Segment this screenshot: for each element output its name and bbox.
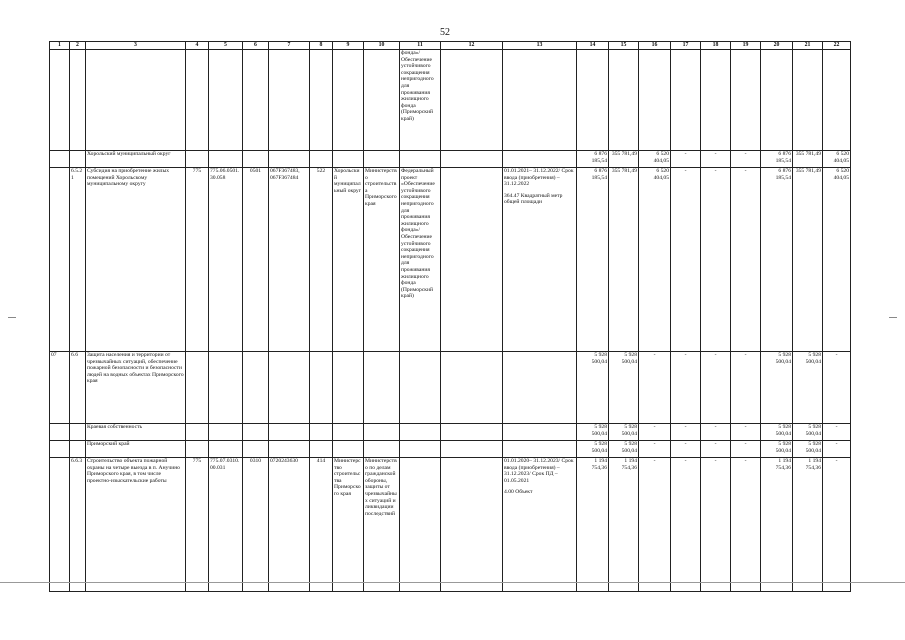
amount-cell: - xyxy=(671,441,701,458)
table-row-continuation xyxy=(50,50,851,151)
amount-cell: 355 781,49 xyxy=(609,168,639,352)
header-cell: 13 xyxy=(503,42,577,50)
scan-tick xyxy=(889,317,897,318)
amount-cell: - xyxy=(701,458,731,592)
amount-cell: 6 520 404,05 xyxy=(823,168,851,352)
amount-cell: - xyxy=(823,424,851,441)
table-row-subtotal-kraevaya xyxy=(50,424,851,441)
header-cell: 9 xyxy=(333,42,364,50)
code-cell: 067F367483, 067F367484 xyxy=(269,168,310,352)
executor-cell: Министерство строительства Приморского края xyxy=(364,168,400,352)
amount-cell: 5 928 500,04 xyxy=(761,352,793,424)
amount-cell: 6 520 404,05 xyxy=(823,151,851,168)
code-cell: 0501 xyxy=(243,168,269,352)
code-cell: 775 xyxy=(186,168,209,352)
coexecutor-cell: Министерство по делам гражданской обороны, защиты от чрезвычайных ситуаций и ликвидации последствий xyxy=(364,458,400,592)
terms-indicator: 4.00 Объект xyxy=(504,489,533,496)
terms-cell xyxy=(503,458,577,592)
amount-cell: - xyxy=(823,352,851,424)
header-cell: 1 xyxy=(50,42,70,50)
amount-cell: 1 194 754,36 xyxy=(609,458,639,592)
amount-cell: 5 928 500,04 xyxy=(761,424,793,441)
amount-cell: - xyxy=(639,424,671,441)
amount-cell: - xyxy=(701,168,731,352)
code-cell: 775.06.0501.30.058 xyxy=(209,168,243,352)
row-label: Приморский край xyxy=(86,441,186,458)
amount-cell: - xyxy=(701,424,731,441)
header-cell: 16 xyxy=(639,42,671,50)
scan-line xyxy=(0,582,905,583)
amount-cell: - xyxy=(823,441,851,458)
amount-cell: 5 928 500,04 xyxy=(577,352,609,424)
amount-cell: - xyxy=(823,458,851,592)
program-table xyxy=(49,41,851,592)
project-cell: Федеральный проект «Обеспечение устойчивого сокращения непригодного для проживания жилищного фонда»/Обеспечение устойчивого сокращения непригодного для проживания жилищного фонда (Приморский край) xyxy=(400,168,441,352)
amount-cell: - xyxy=(731,151,761,168)
event-description-cell: фонда»/Обеспечение устойчивого сокращения непригодного для проживания жилищного фонда (Приморский край) xyxy=(400,50,441,151)
amount-cell: - xyxy=(731,168,761,352)
program-code: 07 xyxy=(50,352,70,424)
amount-cell: 6 520 404,05 xyxy=(639,151,671,168)
amount-cell: 5 928 500,04 xyxy=(609,352,639,424)
amount-cell: 6 520 404,05 xyxy=(639,168,671,352)
code-cell: 775 xyxy=(186,458,209,592)
amount-cell: 5 928 500,04 xyxy=(609,424,639,441)
header-cell: 18 xyxy=(701,42,731,50)
header-cell: 4 xyxy=(186,42,209,50)
amount-cell: - xyxy=(639,441,671,458)
header-cell: 5 xyxy=(209,42,243,50)
executor-cell: Министерство строительства Приморского края xyxy=(333,458,364,592)
amount-cell: - xyxy=(639,458,671,592)
scan-tick xyxy=(8,317,16,318)
amount-cell: 355 781,49 xyxy=(793,151,823,168)
amount-cell: 5 928 500,04 xyxy=(793,424,823,441)
amount-cell: 1 194 754,36 xyxy=(577,458,609,592)
code-cell: 775.07.0310.00.031 xyxy=(209,458,243,592)
amount-cell: - xyxy=(671,151,701,168)
amount-cell: 5 928 500,04 xyxy=(577,424,609,441)
header-cell: 3 xyxy=(86,42,186,50)
terms-indicator: 364.47 Квадратный метр общей площади xyxy=(504,192,563,206)
code-cell: 0310 xyxy=(243,458,269,592)
header-cell: 22 xyxy=(823,42,851,50)
header-cell: 14 xyxy=(577,42,609,50)
amount-cell: - xyxy=(639,352,671,424)
item-number: 6.6 xyxy=(70,352,86,424)
amount-cell: - xyxy=(671,458,701,592)
amount-cell: 5 928 500,04 xyxy=(609,441,639,458)
header-cell: 19 xyxy=(731,42,761,50)
terms-cell xyxy=(503,168,577,352)
table-row-6-6 xyxy=(50,352,851,424)
table-row-6-6-3 xyxy=(50,458,851,592)
amount-cell: 5 928 500,04 xyxy=(793,441,823,458)
amount-cell: 6 876 185,54 xyxy=(577,151,609,168)
code-cell: 522 xyxy=(310,168,333,352)
amount-cell: 355 781,49 xyxy=(609,151,639,168)
code-cell: 0720243630 xyxy=(269,458,310,592)
row-label: Хорольский муниципальный округ xyxy=(86,151,186,168)
header-cell: 12 xyxy=(441,42,503,50)
amount-cell: - xyxy=(701,441,731,458)
amount-cell: - xyxy=(701,151,731,168)
table-row-subtotal-khorol xyxy=(50,151,851,168)
header-cell: 11 xyxy=(400,42,441,50)
code-cell: 414 xyxy=(310,458,333,592)
amount-cell: - xyxy=(731,441,761,458)
amount-cell: - xyxy=(731,352,761,424)
amount-cell: 6 876 185,54 xyxy=(577,168,609,352)
table-row-subtotal-primorsky xyxy=(50,441,851,458)
header-cell: 8 xyxy=(310,42,333,50)
amount-cell: 355 781,49 xyxy=(793,168,823,352)
amount-cell: - xyxy=(731,458,761,592)
table-row-6-5-21 xyxy=(50,168,851,352)
header-cell: 10 xyxy=(364,42,400,50)
item-number: 6.6.3 xyxy=(70,458,86,592)
amount-cell: - xyxy=(731,424,761,441)
amount-cell: 1 194 754,36 xyxy=(793,458,823,592)
amount-cell: 1 194 754,36 xyxy=(761,458,793,592)
amount-cell: - xyxy=(671,352,701,424)
header-cell: 6 xyxy=(243,42,269,50)
amount-cell: 5 928 500,04 xyxy=(761,441,793,458)
header-cell: 17 xyxy=(671,42,701,50)
header-cell: 21 xyxy=(793,42,823,50)
header-cell: 7 xyxy=(269,42,310,50)
amount-cell: - xyxy=(671,424,701,441)
header-row xyxy=(50,42,851,50)
recipient-cell: Хорольский муниципальный округ xyxy=(333,168,364,352)
header-cell: 15 xyxy=(609,42,639,50)
amount-cell: 6 876 185,54 xyxy=(761,151,793,168)
amount-cell: 6 876 185,54 xyxy=(761,168,793,352)
page-number: 52 xyxy=(440,27,450,38)
item-title: Строительство объекта пожарной охраны на четыре выезда в п. Анучино Приморского края, в том числе проектно-изыскательские работы xyxy=(86,458,186,592)
amount-cell: - xyxy=(701,352,731,424)
amount-cell: - xyxy=(671,168,701,352)
terms-dates: 01.01.2021– 31.12.2022/ Срок ввода (приобретения) – 31.12.2022 xyxy=(504,168,574,188)
header-cell: 20 xyxy=(761,42,793,50)
item-title: Защита населения и территории от чрезвычайных ситуаций, обеспечение пожарной безопасности и безопасности людей на водных объектах Приморского края xyxy=(86,352,186,424)
header-cell: 2 xyxy=(70,42,86,50)
terms-dates: 01.01.2020– 31.12.2023/ Срок ввода (приобретения) – 31.12.2023/ Срок ПД – 01.05.2021 xyxy=(504,458,574,484)
amount-cell: 5 928 500,04 xyxy=(793,352,823,424)
row-label: Краевая собственность xyxy=(86,424,186,441)
amount-cell: 5 928 500,04 xyxy=(577,441,609,458)
item-title: Субсидия на приобретение жилых помещений Хорольскому муниципальному округу xyxy=(86,168,186,352)
item-number: 6.5.21 xyxy=(70,168,86,352)
